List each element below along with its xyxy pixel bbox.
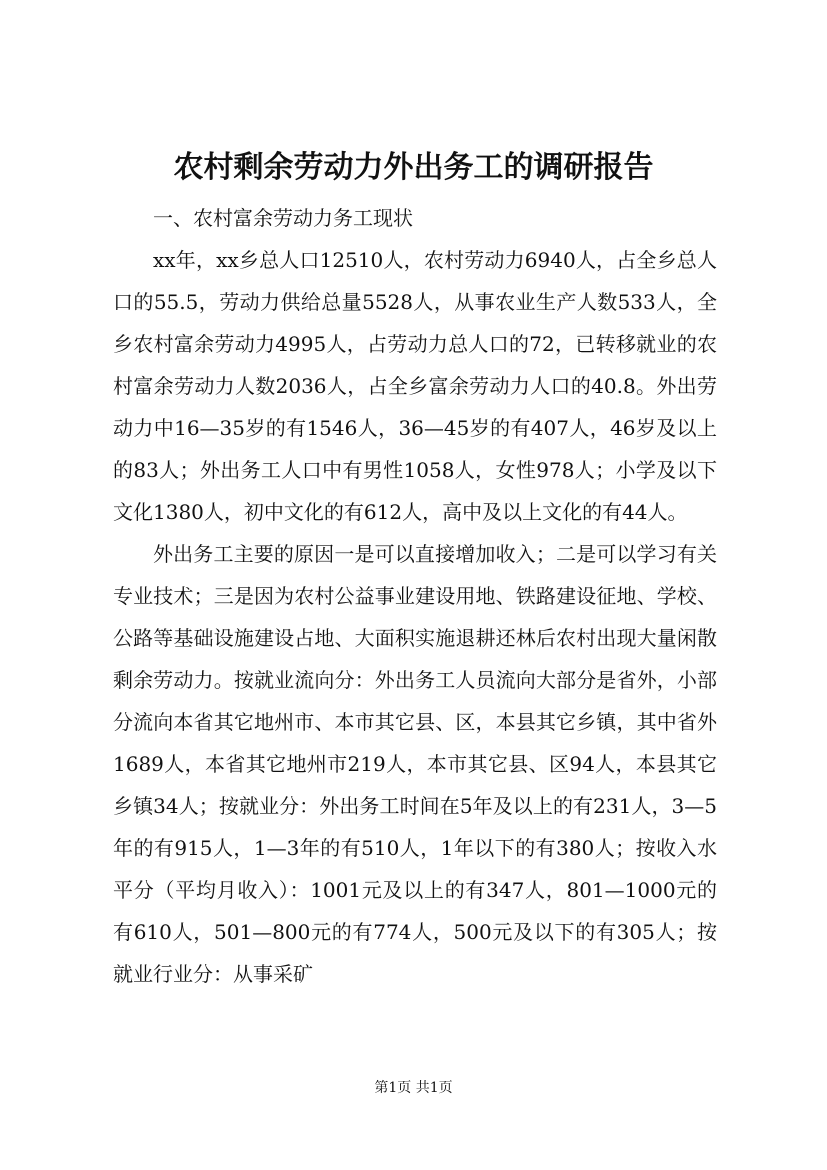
section-heading: 一、农村富余劳动力务工现状 — [153, 206, 413, 230]
paragraph-1: xx年，xx乡总人口12510人，农村劳动力6940人，占全乡总人口的55.5，劳动力供给总量5528人，从事农业生产人数533人，全乡农村富余劳动力4995人，占劳动力总人口的72，已转移就业的农村富余劳动力人数2036人，占全乡富余劳动力人口的40.8。外出劳动力中16—35岁的有1546人，36—45岁的有407人，46岁及以上的83人；外出务工人口中有男性1058人，女性978人；小学及以下文化1380人，初中文化的有612人，高中及以上文化的有44人。 — [113, 248, 717, 524]
document-title: 农村剩余劳动力外出务工的调研报告 — [173, 150, 654, 185]
page-footer: 第1页 共1页 — [374, 1080, 453, 1096]
paragraph-2: 外出务工主要的原因一是可以直接增加收入；二是可以学习有关专业技术；三是因为农村公益事业建设用地、铁路建设征地、学校、公路等基础设施建设占地、大面积实施退耕还林后农村出现大量闲散剩余劳动力。按就业流向分：外出务工人员流向大部分是省外，小部分流向本省其它地州市、本市其它县、区，本县其它乡镇，其中省外1689人，本省其它地州市219人，本市其它县、区94人，本县其它乡镇34人；按就业分：外出务工时间在5年及以上的有231人，3—5年的有915人，1—3年的有510人，1年以下的有380人；按收入水平分（平均月收入）：1001元及以上的有347人，801—1000元的有610人，501—800元的有774人，500元及以下的有305人；按就业行业分：从事采矿 — [113, 542, 717, 986]
document-body — [113, 197, 717, 995]
